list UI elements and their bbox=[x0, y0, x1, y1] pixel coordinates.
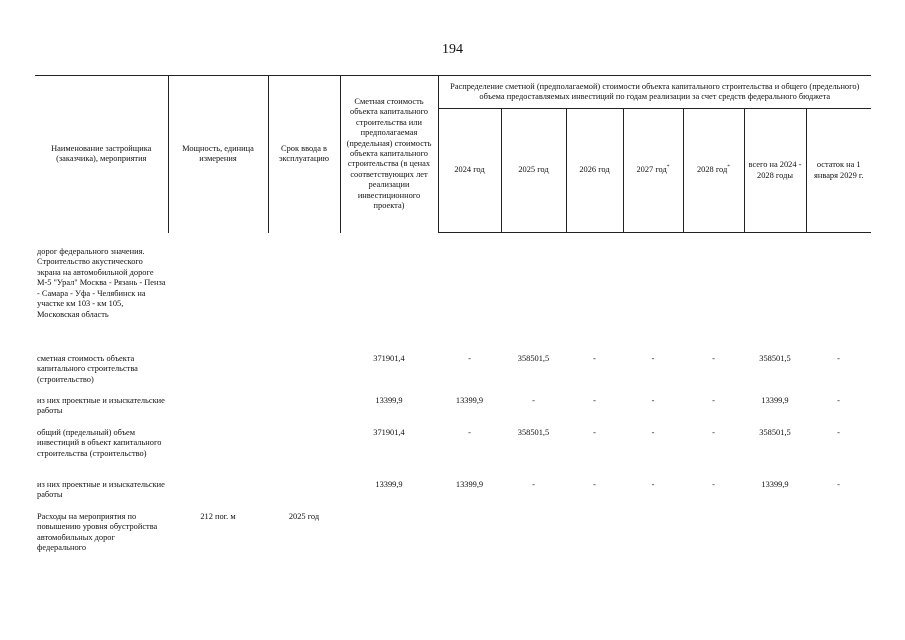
row-term bbox=[268, 354, 340, 396]
footnote-mark: * bbox=[666, 164, 670, 171]
row-capacity: 212 пог. м bbox=[200, 511, 236, 521]
row-2025: - bbox=[532, 479, 535, 489]
investment-table bbox=[35, 75, 871, 562]
row-capacity bbox=[168, 480, 268, 512]
row-cost: 371901,4 bbox=[373, 427, 405, 437]
row-name: дорог федерального значения. Строительство акустического экрана на автомобильной дороге М-5 "Урал" Москва - Рязань - Пенза - Самара - Уфа - Челябинск на участке км 103 - км 105, Московская область bbox=[37, 246, 166, 320]
row-cost: 13399,9 bbox=[375, 395, 403, 405]
row-2024: 13399,9 bbox=[455, 395, 484, 405]
header-year-2027 bbox=[623, 109, 683, 233]
header-total: всего на 2024 - 2028 годы bbox=[744, 109, 806, 233]
row-capacity bbox=[168, 354, 268, 396]
row-2028 bbox=[683, 512, 744, 562]
row-2025: 358501,5 bbox=[517, 427, 550, 437]
row-2024: - bbox=[468, 353, 471, 363]
row-2028 bbox=[683, 247, 744, 354]
header-estimated-cost: Сметная стоимость объекта капитального строительства или предполагаемая (предельная) стоимость объекта капитального строительства (в ценах соответствующих лет реализации инвестиционного проекта) bbox=[340, 76, 438, 233]
row-2026: - bbox=[593, 427, 596, 437]
row-remainder: - bbox=[837, 427, 840, 437]
row-2024 bbox=[438, 247, 501, 354]
row-2028: - bbox=[712, 427, 715, 437]
row-remainder: - bbox=[837, 479, 840, 489]
header-remainder: остаток на 1 января 2029 г. bbox=[806, 109, 871, 233]
row-name: сметная стоимость объекта капитального строительства (строительство) bbox=[37, 353, 138, 384]
row-2025: - bbox=[532, 395, 535, 405]
row-cost bbox=[340, 247, 438, 354]
row-2026: - bbox=[593, 395, 596, 405]
row-name: из них проектные и изыскательские работы bbox=[37, 395, 165, 416]
row-2027: - bbox=[651, 427, 655, 437]
row-2024 bbox=[438, 512, 501, 562]
row-name: Расходы на мероприятия по повышению уровня обустройства автомобильных дорог федерального bbox=[37, 511, 158, 553]
row-capacity bbox=[168, 428, 268, 480]
row-2026: - bbox=[593, 479, 596, 489]
row-2028: - bbox=[712, 395, 715, 405]
row-total: 13399,9 bbox=[761, 395, 789, 405]
header-distribution: Распределение сметной (предполагаемой) стоимости объекта капитального строительства и общего (предельного) объема предоставляемых инвестиций по годам реализации за счет средств федерального бюджета bbox=[438, 76, 871, 109]
row-name: из них проектные и изыскательские работы bbox=[37, 479, 165, 500]
row-2027: - bbox=[651, 395, 655, 405]
row-term: 2025 год bbox=[288, 511, 320, 521]
row-2025 bbox=[501, 247, 566, 354]
table-row bbox=[35, 428, 871, 480]
row-cost bbox=[340, 512, 438, 562]
header-commissioning: Срок ввода в эксплуатацию bbox=[268, 76, 340, 233]
header-year-2028-label: 2028 год bbox=[696, 165, 728, 175]
row-cost: 371901,4 bbox=[373, 353, 405, 363]
header-capacity: Мощность, единица измерения bbox=[168, 76, 268, 233]
header-name: Наименование застройщика (заказчика), мероприятия bbox=[35, 76, 168, 233]
row-term bbox=[268, 396, 340, 428]
header-year-2025: 2025 год bbox=[501, 109, 566, 233]
row-2028: - bbox=[712, 479, 715, 489]
footnote-mark: * bbox=[727, 164, 731, 171]
row-2025 bbox=[501, 512, 566, 562]
row-2026 bbox=[566, 512, 623, 562]
row-remainder: - bbox=[837, 353, 840, 363]
row-total: 358501,5 bbox=[759, 427, 791, 437]
header-year-2027-label: 2027 год bbox=[636, 165, 667, 175]
row-2027 bbox=[623, 247, 683, 354]
row-term bbox=[268, 247, 340, 354]
row-2027: - bbox=[651, 353, 655, 363]
row-cost: 13399,9 bbox=[375, 479, 403, 489]
row-total bbox=[744, 512, 806, 562]
row-2028: - bbox=[712, 353, 715, 363]
row-2025: 358501,5 bbox=[517, 353, 550, 363]
table-row bbox=[35, 512, 871, 562]
row-2026 bbox=[566, 247, 623, 354]
row-capacity bbox=[168, 247, 268, 354]
table-row bbox=[35, 396, 871, 428]
row-2027: - bbox=[651, 479, 655, 489]
page-number: 194 bbox=[442, 42, 463, 57]
header-year-2024: 2024 год bbox=[438, 109, 501, 233]
row-2026: - bbox=[593, 353, 596, 363]
row-total bbox=[744, 247, 806, 354]
row-2027 bbox=[623, 512, 683, 562]
row-2024: 13399,9 bbox=[455, 479, 484, 489]
table-row bbox=[35, 354, 871, 396]
row-total: 358501,5 bbox=[759, 353, 791, 363]
table-row bbox=[35, 480, 871, 512]
row-term bbox=[268, 480, 340, 512]
row-2024: - bbox=[468, 427, 471, 437]
row-remainder: - bbox=[837, 395, 840, 405]
row-remainder bbox=[806, 247, 871, 354]
row-capacity bbox=[168, 396, 268, 428]
header-year-2028 bbox=[683, 109, 744, 233]
table-row bbox=[35, 247, 871, 354]
row-total: 13399,9 bbox=[761, 479, 789, 489]
row-remainder bbox=[806, 512, 871, 562]
row-name: общий (предельный) объем инвестиций в объект капитального строительства (строительство) bbox=[37, 427, 162, 458]
row-term bbox=[268, 428, 340, 480]
header-year-2026: 2026 год bbox=[566, 109, 623, 233]
